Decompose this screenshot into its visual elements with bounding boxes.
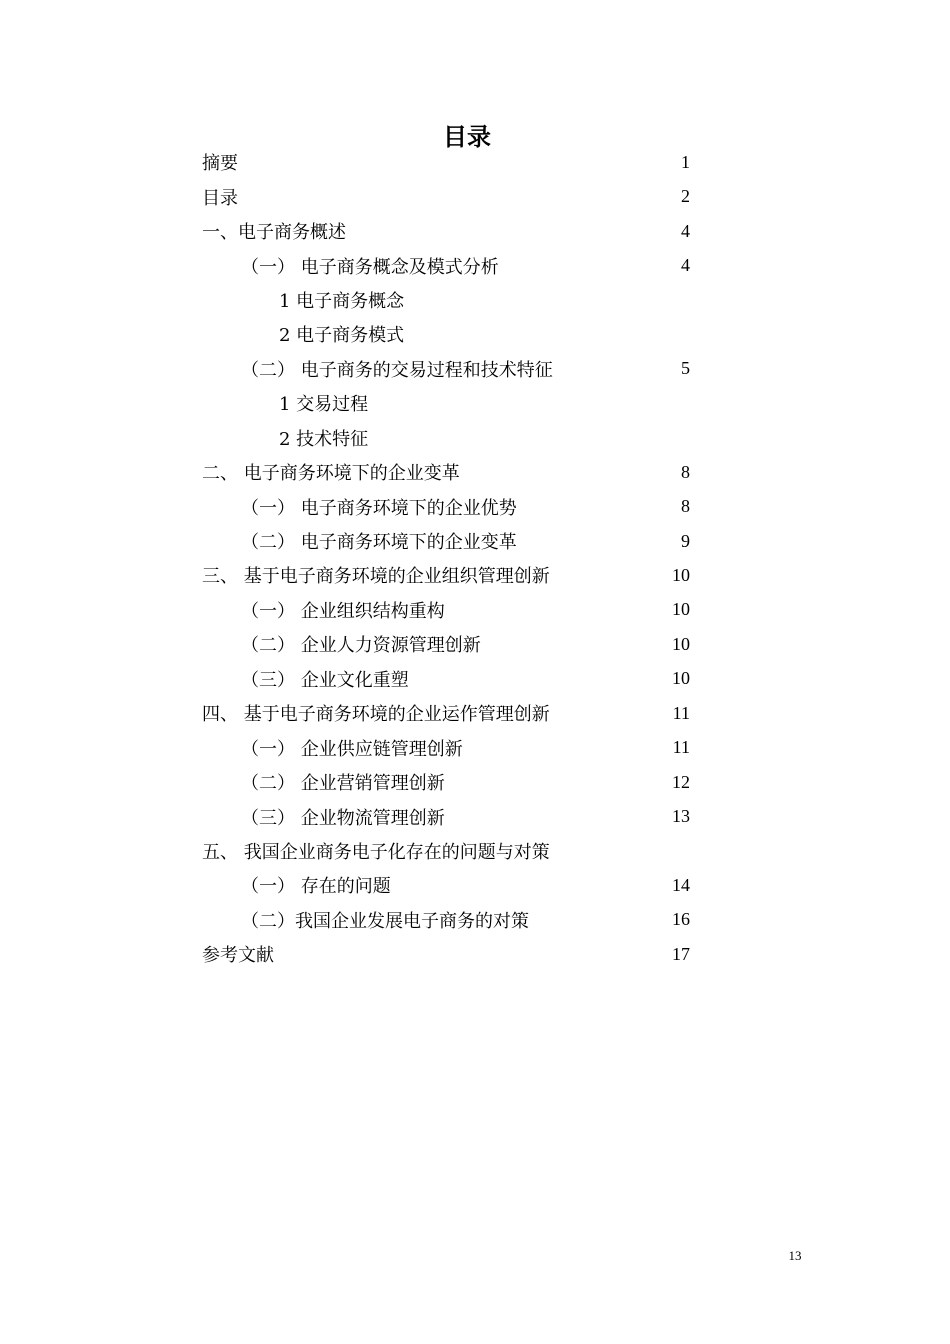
toc-entry-title: （二） 企业营销管理创新 [241, 773, 445, 795]
toc-entry-title: 一、电子商务概述 [202, 222, 346, 244]
toc-entry-page: 10 [672, 564, 690, 585]
toc-entry-title: （一） 电子商务概念及模式分析 [241, 256, 499, 278]
toc-entry [202, 317, 690, 351]
toc-entry [202, 903, 690, 937]
toc-entry-page: 4 [681, 255, 690, 276]
toc-entry [202, 489, 690, 523]
toc-entry-title: 五、 我国企业商务电子化存在的问题与对策 [202, 841, 550, 863]
toc-entry [202, 662, 690, 696]
toc-entry [202, 765, 690, 799]
toc-entry-title: （二）我国企业发展电子商务的对策 [241, 910, 529, 932]
toc-entry-page: 11 [672, 702, 690, 723]
toc-entry [202, 421, 690, 455]
toc-entry-title: 目录 [202, 187, 238, 209]
toc-entry [202, 248, 690, 282]
toc-entry-title: （一） 存在的问题 [241, 876, 391, 898]
toc-entry-title: （一） 电子商务环境下的企业优势 [241, 497, 517, 519]
page-title: 目录 [443, 123, 491, 151]
toc-entry-title: 1 电子商务概念 [279, 290, 405, 312]
toc-entry [202, 627, 690, 661]
toc-entry [202, 868, 690, 902]
toc-entry [202, 558, 690, 592]
toc-entry-page: 8 [681, 496, 690, 517]
toc-entry [202, 593, 690, 627]
toc-entry [202, 283, 690, 317]
toc-entry-page: 2 [681, 186, 690, 207]
toc-entry-title: 2 电子商务模式 [279, 325, 405, 347]
toc-entry [202, 352, 690, 386]
toc-entry-title: （二） 电子商务的交易过程和技术特征 [241, 359, 553, 381]
toc-entry-title: 四、 基于电子商务环境的企业运作管理创新 [202, 704, 550, 726]
toc-entry-title: 三、 基于电子商务环境的企业组织管理创新 [202, 566, 550, 588]
toc-entry-title: 二、 电子商务环境下的企业变革 [202, 463, 460, 485]
toc-entry [202, 455, 690, 489]
toc-entry [202, 145, 690, 179]
toc-entry [202, 386, 690, 420]
toc-entry [202, 696, 690, 730]
toc-entry-title: （二） 企业人力资源管理创新 [241, 635, 481, 657]
table-of-contents [202, 145, 690, 972]
toc-entry-page: 4 [681, 220, 690, 241]
toc-entry [202, 799, 690, 833]
toc-entry-page: 9 [681, 530, 690, 551]
toc-entry-page: 5 [681, 358, 690, 379]
toc-entry-title: （一） 企业组织结构重构 [241, 600, 445, 622]
toc-entry-title: 参考文献 [202, 945, 274, 967]
toc-entry-page: 10 [672, 599, 690, 620]
toc-entry-title: 2 技术特征 [279, 428, 369, 450]
toc-entry [202, 214, 690, 248]
toc-entry [202, 937, 690, 971]
toc-entry-page: 1 [681, 151, 690, 172]
toc-entry-title: （一） 企业供应链管理创新 [241, 738, 463, 760]
toc-entry [202, 524, 690, 558]
toc-entry [202, 834, 690, 868]
toc-entry-page: 17 [672, 943, 690, 964]
toc-entry-page: 11 [672, 737, 690, 758]
toc-entry-page: 12 [672, 771, 690, 792]
toc-entry [202, 179, 690, 213]
toc-entry-title: 1 交易过程 [279, 394, 369, 416]
toc-entry-page: 8 [681, 461, 690, 482]
toc-entry [202, 730, 690, 764]
toc-entry-page: 10 [672, 668, 690, 689]
toc-entry-page: 10 [672, 633, 690, 654]
toc-entry-page: 14 [672, 874, 690, 895]
toc-entry-title: （三） 企业物流管理创新 [241, 807, 445, 829]
toc-entry-page: 16 [672, 909, 690, 930]
toc-entry-page: 13 [672, 806, 690, 827]
toc-entry-title: （三） 企业文化重塑 [241, 669, 409, 691]
toc-entry-title: （二） 电子商务环境下的企业变革 [241, 532, 517, 554]
toc-entry-title: 摘要 [202, 153, 238, 175]
page-number: 13 [788, 1248, 802, 1263]
